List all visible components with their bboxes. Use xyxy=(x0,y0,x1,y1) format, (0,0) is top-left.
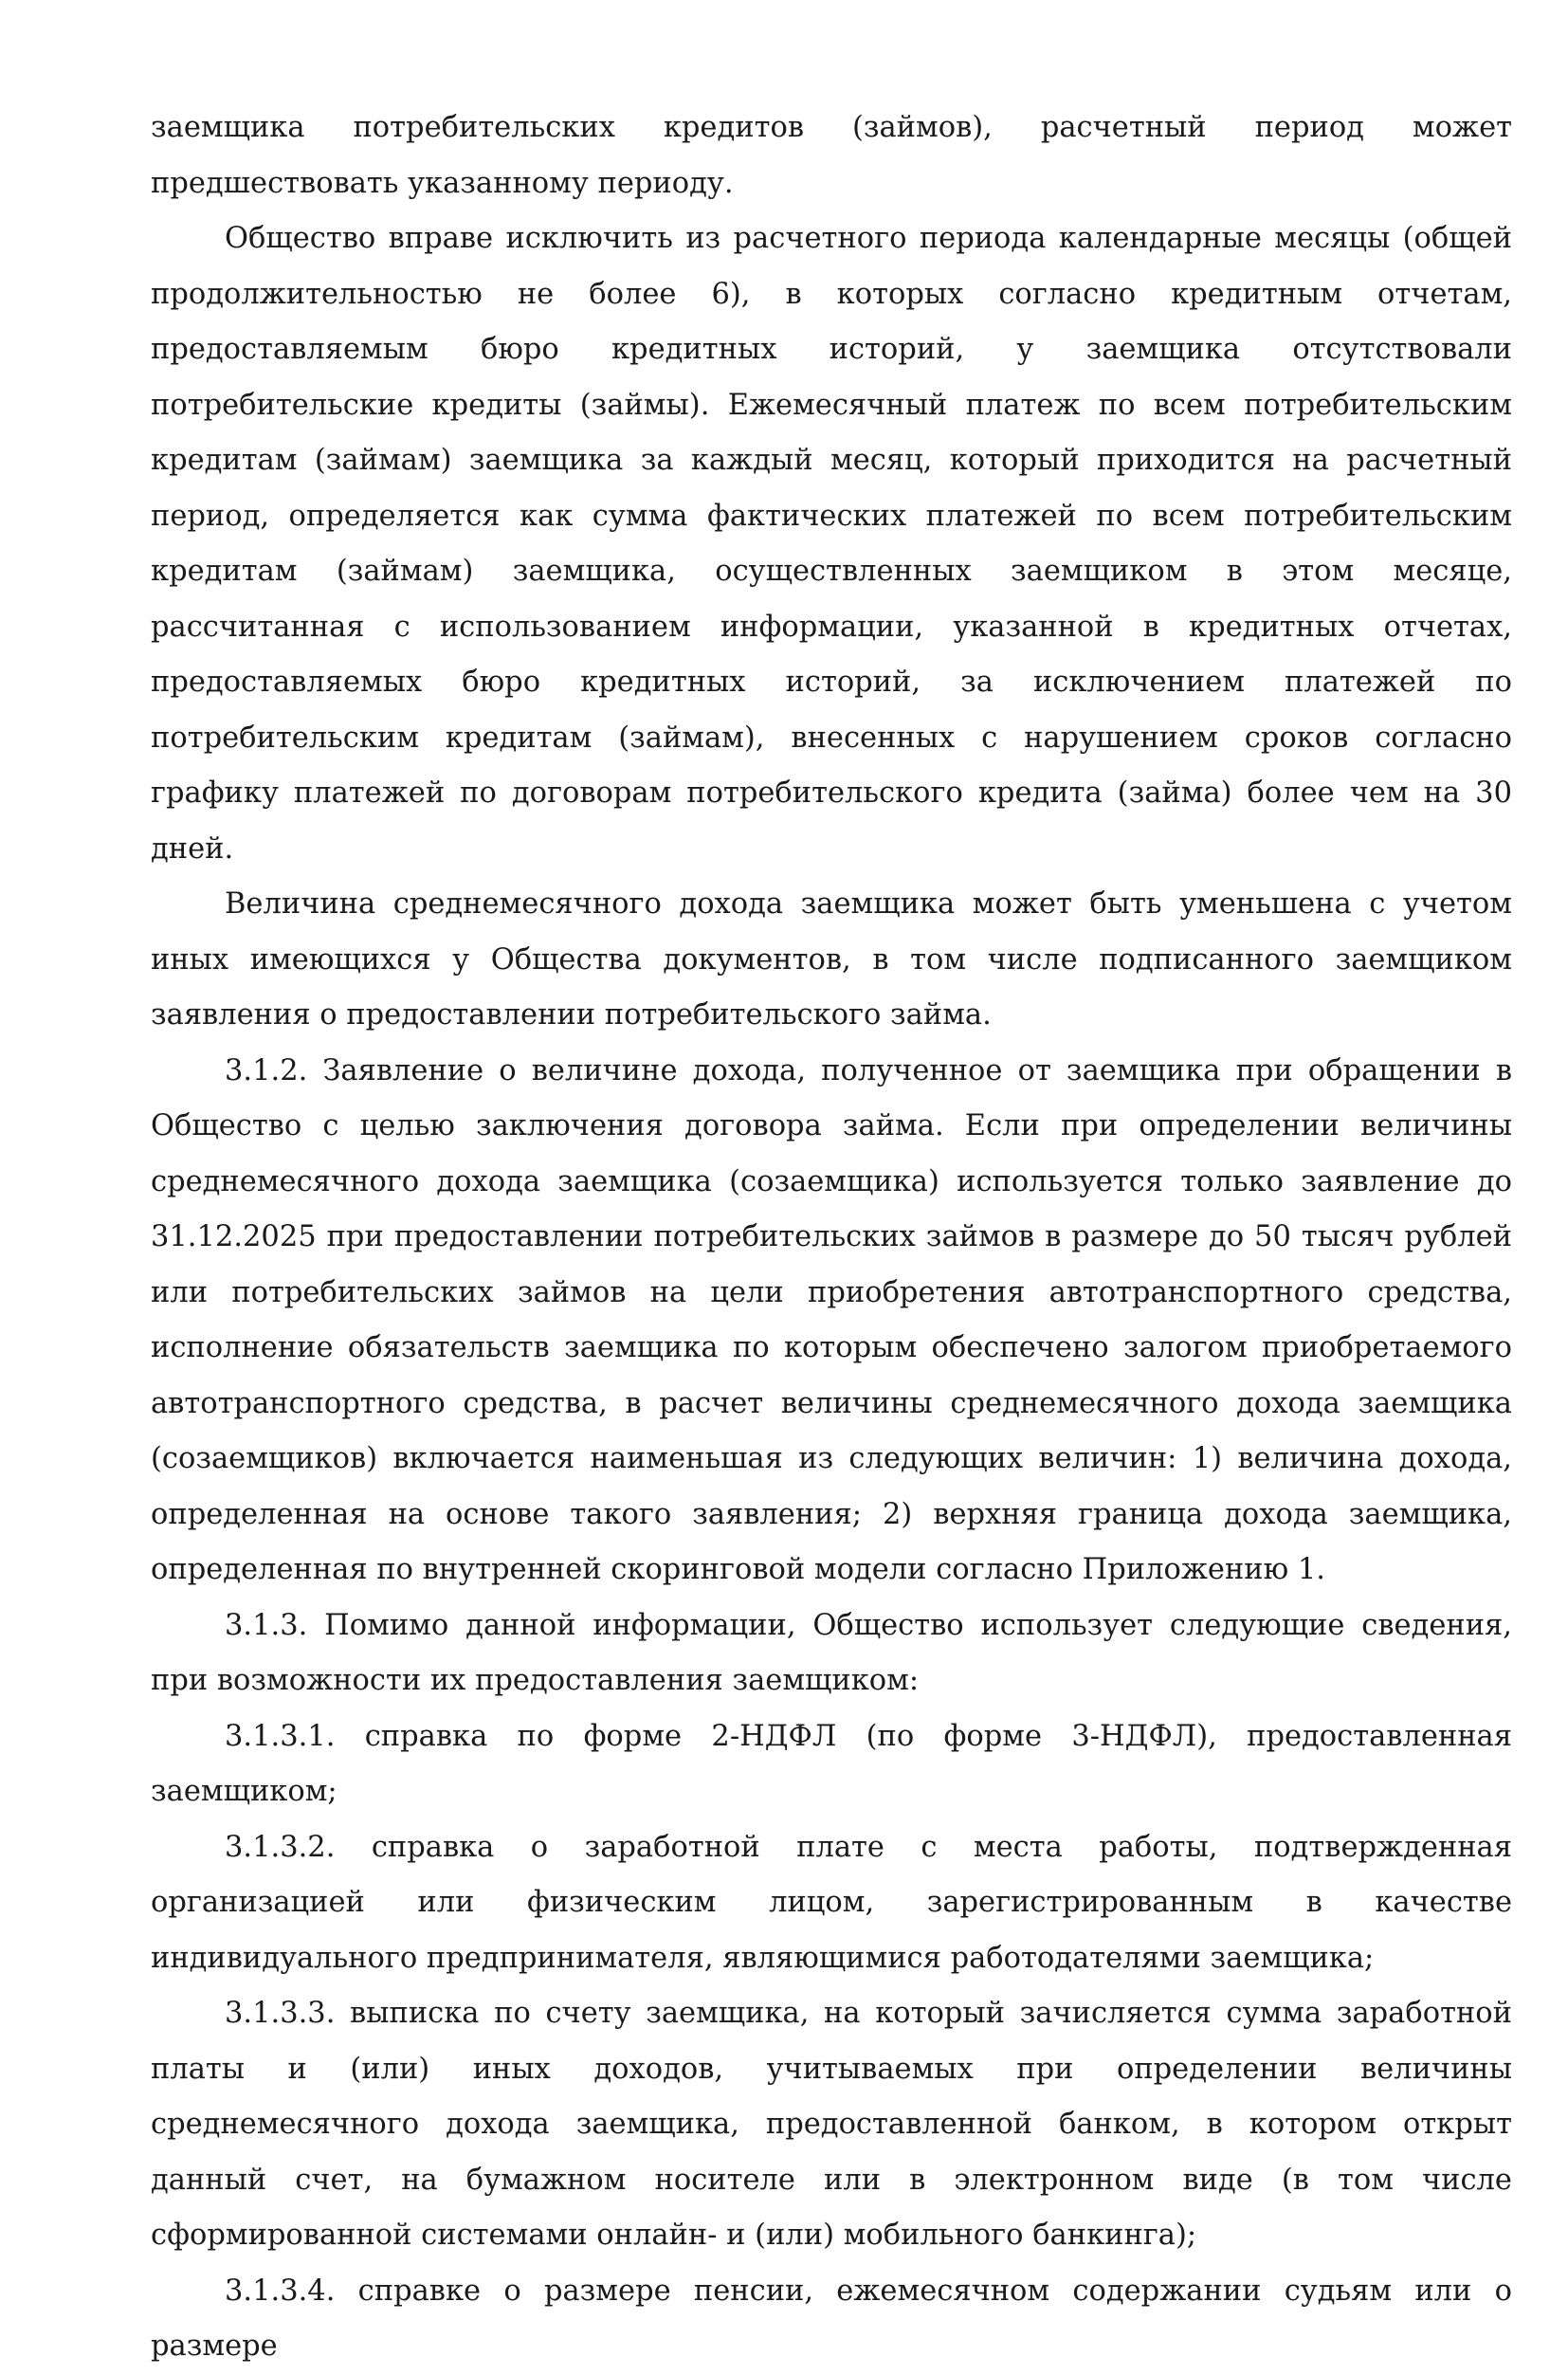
paragraph-income-reduction: Величина среднемесячного дохода заемщика может быть уменьшена с учетом иных имеющихся у Общества документов, в том числе подписанного заемщиком заявления о предоставлении потребительского займа. xyxy=(151,887,1512,1032)
paragraph-3-1-3-4: 3.1.3.4. справке о размере пенсии, ежемесячном содержании судьям или о размере xyxy=(151,2274,1512,2363)
paragraph-3-1-3-1: 3.1.3.1. справка по форме 2-НДФЛ (по форме 3-НДФЛ), предоставленная заемщиком; xyxy=(151,1719,1512,1808)
document-body xyxy=(151,100,1512,2375)
paragraph-3-1-3-2: 3.1.3.2. справка о заработной плате с места работы, подтвержденная организацией или физическим лицом, зарегистрированным в качестве индивидуального предпринимателя, являющимися работодателями заемщика; xyxy=(151,1830,1512,1975)
paragraph-exclusion-months: Общество вправе исключить из расчетного периода календарные месяцы (общей продолжительностью не более 6), в которых согласно кредитным отчетам, предоставляемым бюро кредитных историй, у заемщика отсутствовали потребительские кредиты (займы). Ежемесячный платеж по всем потребительским кредитам (займам) заемщика за каждый месяц, который приходится на расчетный период, определяется как сумма фактических платежей по всем потребительским кредитам (займам) заемщика, осуществленных заемщиком в этом месяце, рассчитанная с использованием информации, указанной в кредитных отчетах, предоставляемых бюро кредитных историй, за исключением платежей по потребительским кредитам (займам), внесенных с нарушением сроков согласно графику платежей по договорам потребительского кредита (займа) более чем на 30 дней. xyxy=(151,222,1512,866)
paragraph-3-1-2: 3.1.2. Заявление о величине дохода, полученное от заемщика при обращении в Общество с целью заключения договора займа. Если при определении величины среднемесячного дохода заемщика (созаемщика) используется только заявление до 31.12.2025 при предоставлении потребительских займов в размере до 50 тысяч рублей или потребительских займов на цели приобретения автотранспортного средства, исполнение обязательств заемщика по которым обеспечено залогом приобретаемого автотранспортного средства, в расчет величины среднемесячного дохода заемщика (созаемщиков) включается наименьшая из следующих величин: 1) величина дохода, определенная на основе такого заявления; 2) верхняя граница дохода заемщика, определенная по внутренней скоринговой модели согласно Приложению 1. xyxy=(151,1053,1512,1586)
paragraph-3-1-3: 3.1.3. Помимо данной информации, Общество использует следующие сведения, при возможности их предоставления заемщиком: xyxy=(151,1608,1512,1697)
paragraph-3-1-3-3: 3.1.3.3. выписка по счету заемщика, на который зачисляется сумма заработной платы и (или) иных доходов, учитываемых при определении величины среднемесячного дохода заемщика, предоставленной банком, в котором открыт данный счет, на бумажном носителе или в электронном виде (в том числе сформированной системами онлайн- и (или) мобильного банкинга); xyxy=(151,1997,1512,2252)
paragraph-continuation: заемщика потребительских кредитов (займов), расчетный период может предшествовать указанному периоду. xyxy=(151,111,1512,200)
